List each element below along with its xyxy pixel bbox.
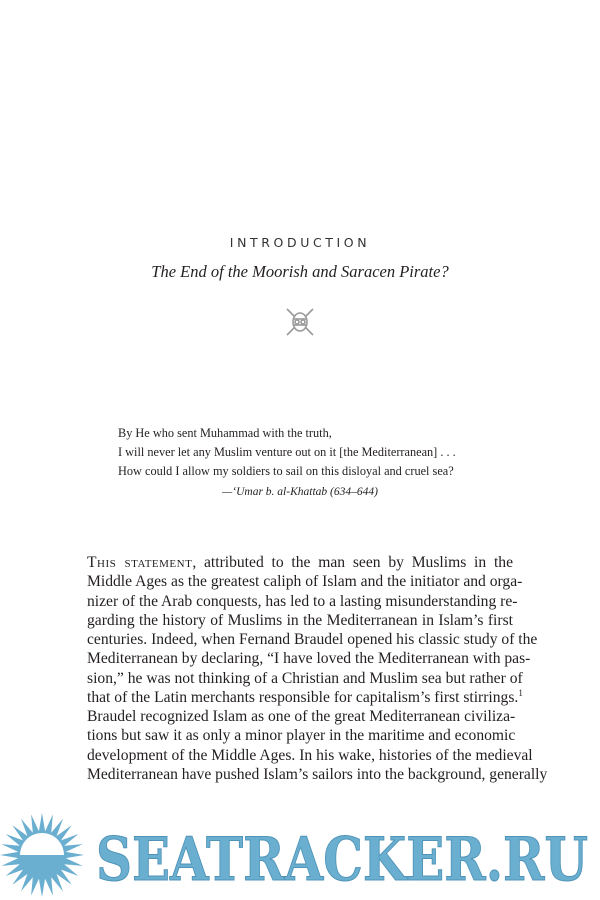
body-line: garding the history of Muslims in the Mediterranean in Islam’s first [87, 611, 513, 629]
body-line-text: , attributed to the man seen by Muslims in the [192, 554, 514, 571]
epigraph-line: I will never let any Muslim venture out on it [the Mediterranean] . . . [118, 445, 456, 459]
epigraph-attribution: —‘Umar b. al-Khattab (634–644) [222, 486, 378, 498]
watermark-logo [0, 810, 600, 900]
chapter-subtitle: The End of the Moorish and Saracen Pirate? [151, 262, 449, 281]
lead-smallcaps: This statement [87, 554, 193, 571]
body-line: nizer of the Arab conquests, has led to a lasting misunderstanding re- [87, 592, 518, 610]
body-line [87, 553, 513, 572]
body-line: sion,” he was not thinking of a Christian and Muslim sea but rather of [87, 669, 523, 687]
body-line [87, 687, 523, 707]
chapter-heading: INTRODUCTION [229, 235, 371, 250]
body-line: Braudel recognized Islam as one of the great Mediterranean civiliza- [87, 708, 516, 725]
epigraph-line: How could I allow my soldiers to sail on this disloyal and cruel sea? [118, 464, 454, 478]
epigraph [118, 424, 456, 481]
body-line: development of the Middle Ages. In his wake, histories of the medieval [87, 746, 533, 764]
ornament-icon [285, 307, 315, 337]
body-line: Mediterranean by declaring, “I have loved the Mediterranean with pas- [87, 650, 531, 668]
watermark-text: SEATRACKER.RU [96, 825, 588, 895]
body-line: Mediterranean have pushed Islam’s sailors into the background, generally [87, 765, 548, 783]
body-line: centuries. Indeed, when Fernand Braudel opened his classic study of the [87, 631, 538, 648]
epigraph-line: By He who sent Muhammad with the truth, [118, 426, 332, 440]
body-line: tions but saw it as only a minor player in the maritime and economic [87, 727, 516, 745]
sun-icon [0, 813, 84, 897]
body-line-text: that of the Latin merchants responsible for capitalism’s first stirrings. [87, 688, 519, 706]
body-line: Middle Ages as the greatest caliph of Islam and the initiator and orga- [87, 573, 523, 591]
body-text [87, 553, 548, 784]
footnote-ref[interactable]: 1 [518, 687, 523, 698]
